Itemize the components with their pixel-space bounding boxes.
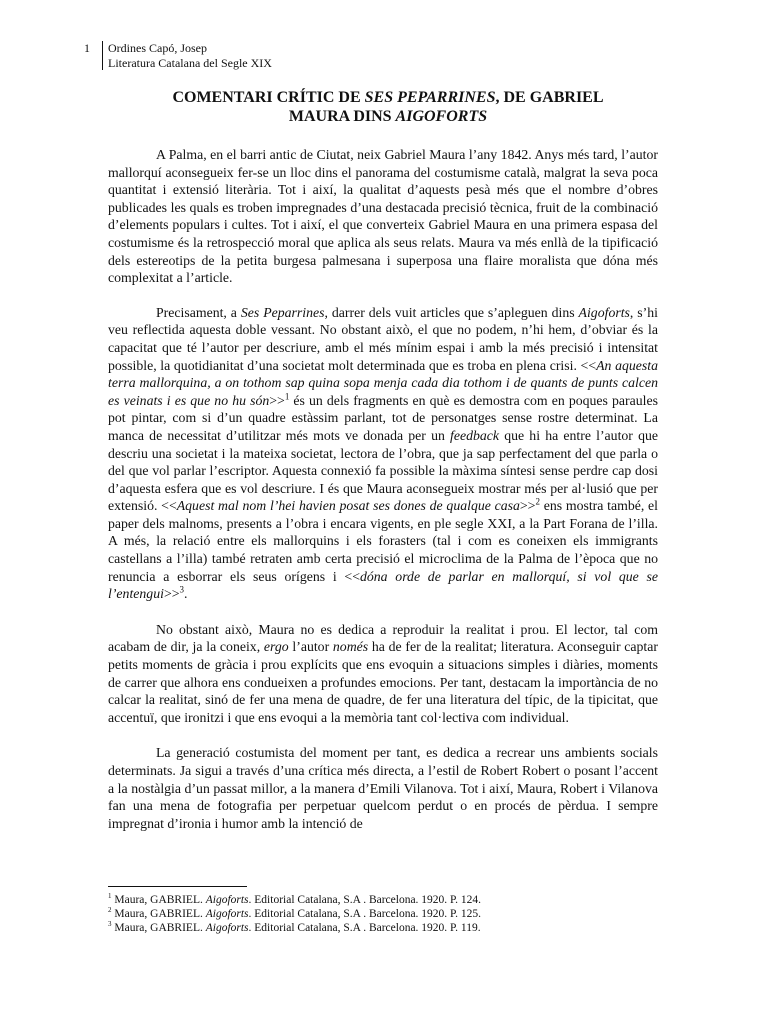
footnote-ref-1: 1 (284, 391, 290, 402)
document-title: COMENTARI CRÍTIC DE SES PEPARRINES, DE GABRIEL MAURA DINS AIGOFORTS (172, 89, 604, 125)
header-author: Ordines Capó, Josep (108, 41, 207, 55)
footnote-ref-2: 2 (535, 496, 540, 507)
footnote-3: $^3$ Maura, GABRIEL. Aigoforts. Editorial Catalana, S.A . Barcelona. 1920. P. 119. (108, 920, 481, 934)
title-work-italic: SES PEPARRINES (364, 89, 496, 106)
footnote-ref-3: 3 (179, 584, 184, 595)
quote-2: Aquest mal nom l’hei havien posat ses dones de qualque casa (176, 498, 520, 514)
document-body (108, 146, 658, 850)
page-number: 1 (84, 41, 90, 55)
title-collection-italic: AIGOFORTS (395, 108, 488, 125)
paragraph-4: La generació costumista del moment per tant, es dedica a recrear uns ambients socials determinats. Ja sigui a través d’una crítica més directa, a l’estil de Robert Robert o posant l’accent a la nostàlgia d’un passat millor, a la manera d’Emili Vilanova. Tot i així, Maura, Robert i Vilanova fan una mena de fotografia per perpetuar quelcom perdut o en procés de pèrdua. I sempre impregnat d’ironia i humor amb la intenció de (108, 745, 658, 831)
quote-3: dóna orde de parlar en mallorquí, si vol que se l’entengui (108, 568, 659, 602)
quote-1: An aquesta terra mallorquina, a on tothom sap quina sopa menja cada dia tothom i de quants de punts calcen es veinats i es que no hu són (108, 357, 658, 408)
paragraph-1: A Palma, en el barri antic de Ciutat, neix Gabriel Maura l’any 1842. Anys més tard, l’autor mallorquí aconsegueix fer-se un lloc dins el panorama del costumisme català, malgrat la seva poca quantitat i extensió literària. Tot i així, la qualitat d’aquests pesà més que el nombre d’obres publicades les quals es troben impregnades d’una destacada precisió tècnica, fruit de la combinació d’elements populars i cultes. Tot i així, el que converteix Gabriel Maura en una primera espasa del costumisme és la retrospecció moral que aplica als seus relats. Maura va més enllà de la tipificació dels estereotips de la petita burgesa palmesana i superposa una flaire moralista que dóna més complexitat a l’article. (108, 147, 658, 286)
header-divider (102, 41, 103, 70)
footnote-1: $^1$ Maura, GABRIEL. Aigoforts. Editorial Catalana, S.A . Barcelona. 1920. P. 124. (108, 892, 482, 906)
paragraph-3: No obstant això, Maura no es dedica a reproduir la realitat i prou. El lector, tal com acabam de dir, ja la coneix, ergo l’autor només ha de fer de la realitat; literatura. Aconseguir captar petits moments de gràcia i prou explícits que ens evoquin a situacions simples i diàries, moments de carrer que alhora ens condueixen a profundes emocions. Per tant, destacam la importància de no calcar la realitat, sinó de fer una mena de quadre, de fer una literatura del típic, de la tipicitat, que accentuï, que ironitzi i que ens evoqui a la memòria tant col·lectiva com individual. (108, 621, 658, 725)
footnote-2: $^2$ Maura, GABRIEL. Aigoforts. Editorial Catalana, S.A . Barcelona. 1920. P. 125. (108, 906, 482, 920)
footnote-divider (108, 886, 247, 887)
header-course: Literatura Catalana del Segle XIX (108, 56, 272, 70)
paragraph-2: Precisament, a Ses Peparrines, darrer dels vuit articles que s’apleguen dins Aigoforts, s’hi veu reflectida aquesta doble vessant. No obstant això, el que no podem, n’hi hem, d’obviar és la capacitat que té l’autor per descriure, amb el més mínim espai i amb la més precisió i intensitat possible, la quotidianitat d’una societat molt determinada que es troba en plena crisi. <<An aquesta terra mallorquina, a on tothom sap quina sopa menja cada dia tothom i de quants de punts calcen es veinats i es que no hu són>>$^1$ és un dels fragments en què es demostra com en poques paraules pot pintar, com si d’un quadre estàssim parlant, tot de personatges sense rostre determinat. La manca de necessitat d’utilitzar més mots ve donada per un feedback que hi ha entre l’autor que descriu una societat i la mateixa societat, lectora de l’obra, que ja sap perfectament del que parla o del que vol parlar l’escriptor. Aquesta connexió fa possible la màxima síntesi sense perdre cap dosi d’aquesta esfera que es vol descriure. I és que Maura aconsegueix mostrar més per al·lusió que per extensió. <<Aquest mal nom l’hei havien posat ses dones de qualque casa>>$^2$ ens mostra també, el paper dels malnoms, presents a l’obra i encara vigents, en ple segle XXI, a la Part Forana de l’illa. A més, la relació entre els mallorquins i els forasters (tal i com es coneixen els immigrants castellans a l’illa) també retraten amb certa precisió el microclima de la Palma de l’època que no renuncia a esborrar els seus orígens i <<dóna orde de parlar en mallorquí, si vol que se l’entengui>>$^3$. (108, 304, 659, 602)
footnotes (108, 893, 658, 935)
